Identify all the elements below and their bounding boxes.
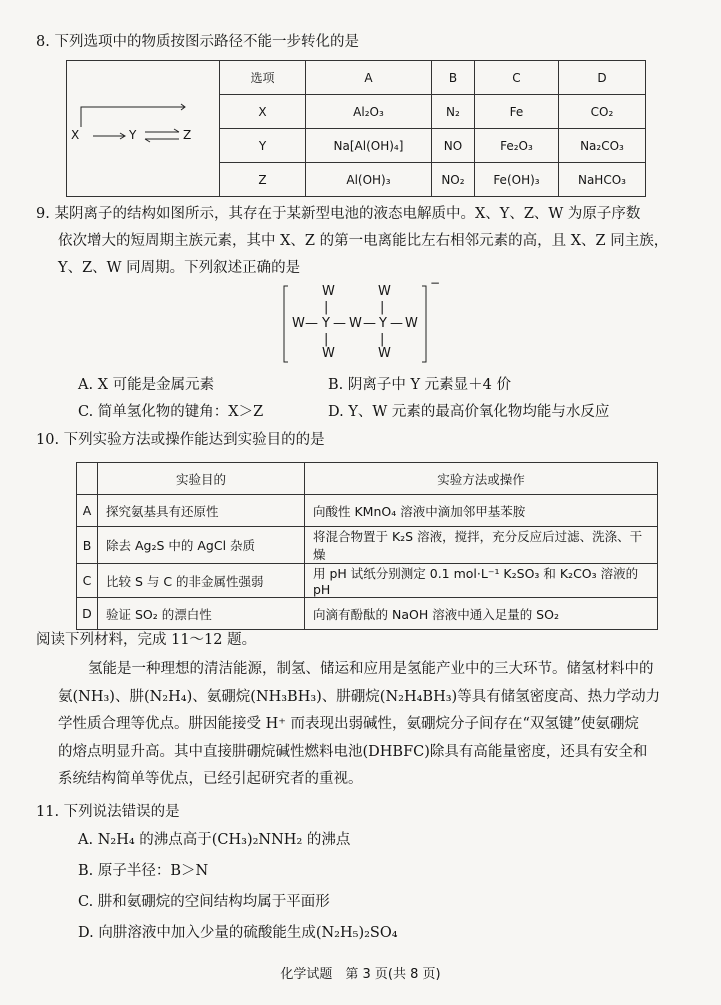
q9-atom-w: W — [322, 284, 335, 299]
q8-row-label: Y — [220, 129, 306, 163]
q8-header-a: A — [306, 61, 432, 95]
q9-stem-line-3: Y、Z、W 同周期。下列叙述正确的是 — [58, 260, 301, 276]
q9-bond: — — [390, 316, 403, 331]
q8-row-label: X — [220, 95, 306, 129]
q11-option-c: C. 肼和氨硼烷的空间结构均属于平面形 — [78, 894, 330, 910]
q9-bond: | — [324, 300, 329, 315]
q8-row-label: Z — [220, 163, 306, 197]
q8-cell: NaHCO₃ — [558, 163, 645, 197]
q9-option-b: B. 阴离子中 Y 元素显＋4 价 — [328, 377, 511, 393]
reading-line: 氢能是一种理想的清洁能源，制氢、储运和应用是氢能产业中的三大环节。储氢材料中的 — [88, 661, 654, 677]
q8-diagram-z: Z — [183, 128, 192, 142]
q10-header-row — [77, 463, 658, 495]
q9-atom-w: W — [322, 346, 335, 361]
q11-stem: 11. 下列说法错误的是 — [36, 804, 180, 820]
reading-line: 氨(NH₃)、肼(N₂H₄)、氨硼烷(NH₃BH₃)、肼硼烷(N₂H₄BH₃)等具有储氢密度高、热力学动力 — [58, 688, 661, 705]
q9-stem-line-1: 9. 某阴离子的结构如图所示，其存在于某新型电池的液态电解质中。X、Y、Z、W 为原子序数 — [36, 206, 641, 222]
q11-option-a: A. N₂H₄ 的沸点高于(CH₃)₂NNH₂ 的沸点 — [78, 832, 351, 848]
q8-header-option: 选项 — [220, 61, 306, 95]
page-footer: 化学试题 第 3 页(共 8 页) — [280, 967, 441, 982]
q8-diagram-x: X — [71, 128, 80, 142]
q10-goal: 验证 SO₂ 的漂白性 — [98, 598, 305, 630]
q8-stem: 8. 下列选项中的物质按图示路径不能一步转化的是 — [36, 34, 359, 50]
q10-row-c — [77, 564, 658, 598]
q9-bond: | — [324, 332, 329, 347]
q8-cell: Al₂O₃ — [306, 95, 432, 129]
q10-row-a — [77, 495, 658, 527]
reading-passage — [58, 656, 688, 794]
q9-stem-line-2: 依次增大的短周期主族元素，其中 X、Z 的第一电离能比左右相邻元素的高，且 X、Z 同主族， — [58, 233, 669, 249]
q9-option-d: D. Y、W 元素的最高价氧化物均能与水反应 — [328, 404, 610, 420]
q9-bond: — — [333, 316, 346, 331]
q9-bond: — — [305, 316, 318, 331]
reading-intro: 阅读下列材料，完成 11～12 题。 — [36, 632, 257, 648]
q8-cell: NO — [431, 129, 474, 163]
reading-line: 系统结构简单等优点，已经引起研究者的重视。 — [58, 771, 363, 787]
q8-cell: Na[Al(OH)₄] — [306, 129, 432, 163]
q8-cell: CO₂ — [558, 95, 645, 129]
q8-arrow-diagram — [67, 61, 217, 191]
q9-anion-structure — [282, 276, 441, 366]
q9-option-a: A. X 可能是金属元素 — [78, 377, 215, 393]
reading-line: 学性质合理等优点。肼因能接受 H⁺ 而表现出弱碱性，氨硼烷分子间存在“双氢键”使氨硼烷 — [58, 716, 639, 732]
q10-method: 向酸性 KMnO₄ 溶液中滴加邻甲基苯胺 — [305, 495, 658, 527]
q10-goal: 比较 S 与 C 的非金属性强弱 — [98, 564, 305, 598]
q10-stem: 10. 下列实验方法或操作能达到实验目的的是 — [36, 432, 325, 448]
q8-cell: N₂ — [431, 95, 474, 129]
q10-row-d — [77, 598, 658, 630]
q11-option-d: D. 向肼溶液中加入少量的硫酸能生成(N₂H₅)₂SO₄ — [78, 925, 398, 941]
q9-bond: | — [380, 300, 385, 315]
q8-header-c: C — [474, 61, 558, 95]
q10-header-goal: 实验目的 — [98, 463, 305, 495]
q10-method: 用 pH 试纸分别测定 0.1 mol·L⁻¹ K₂SO₃ 和 K₂CO₃ 溶液的 pH — [305, 564, 658, 598]
q8-cell: Al(OH)₃ — [306, 163, 432, 197]
q10-row-b — [77, 527, 658, 564]
q8-cell: NO₂ — [431, 163, 474, 197]
q10-goal: 除去 Ag₂S 中的 AgCl 杂质 — [98, 527, 305, 564]
q9-option-c: C. 简单氢化物的键角：X＞Z — [78, 404, 264, 420]
q10-table — [76, 462, 658, 630]
q8-conversion-diagram — [67, 61, 220, 197]
q9-atom-w: W — [349, 316, 362, 331]
q10-header-blank — [77, 463, 98, 495]
q8-cell: Na₂CO₃ — [558, 129, 645, 163]
q10-row-label: D — [77, 598, 98, 630]
q8-cell: Fe — [474, 95, 558, 129]
q9-bond: | — [380, 332, 385, 347]
q11-option-b: B. 原子半径：B＞N — [78, 863, 209, 879]
q10-row-label: B — [77, 527, 98, 564]
reading-line: 的熔点明显升高。其中直接肼硼烷碱性燃料电池(DHBFC)除具有高能量密度，还具有安全和 — [58, 743, 648, 760]
q9-bond: — — [363, 316, 376, 331]
q9-atom-y: Y — [322, 316, 330, 331]
q9-atom-w: W — [292, 316, 305, 331]
q10-goal: 探究氨基具有还原性 — [98, 495, 305, 527]
q10-header-method: 实验方法或操作 — [305, 463, 658, 495]
q8-header-d: D — [558, 61, 645, 95]
q9-atom-y: Y — [379, 316, 387, 331]
q9-atom-w: W — [378, 284, 391, 299]
q9-charge: − — [430, 276, 441, 290]
q10-row-label: C — [77, 564, 98, 598]
q8-cell: Fe₂O₃ — [474, 129, 558, 163]
q10-row-label: A — [77, 495, 98, 527]
q8-cell: Fe(OH)₃ — [474, 163, 558, 197]
q8-header-b: B — [431, 61, 474, 95]
q10-method: 将混合物置于 K₂S 溶液，搅拌，充分反应后过滤、洗涤、干燥 — [305, 527, 658, 564]
q8-table — [66, 60, 646, 197]
q10-method: 向滴有酚酞的 NaOH 溶液中通入足量的 SO₂ — [305, 598, 658, 630]
q9-atom-w: W — [405, 316, 418, 331]
q8-diagram-y: Y — [129, 128, 137, 142]
q9-atom-w: W — [378, 346, 391, 361]
